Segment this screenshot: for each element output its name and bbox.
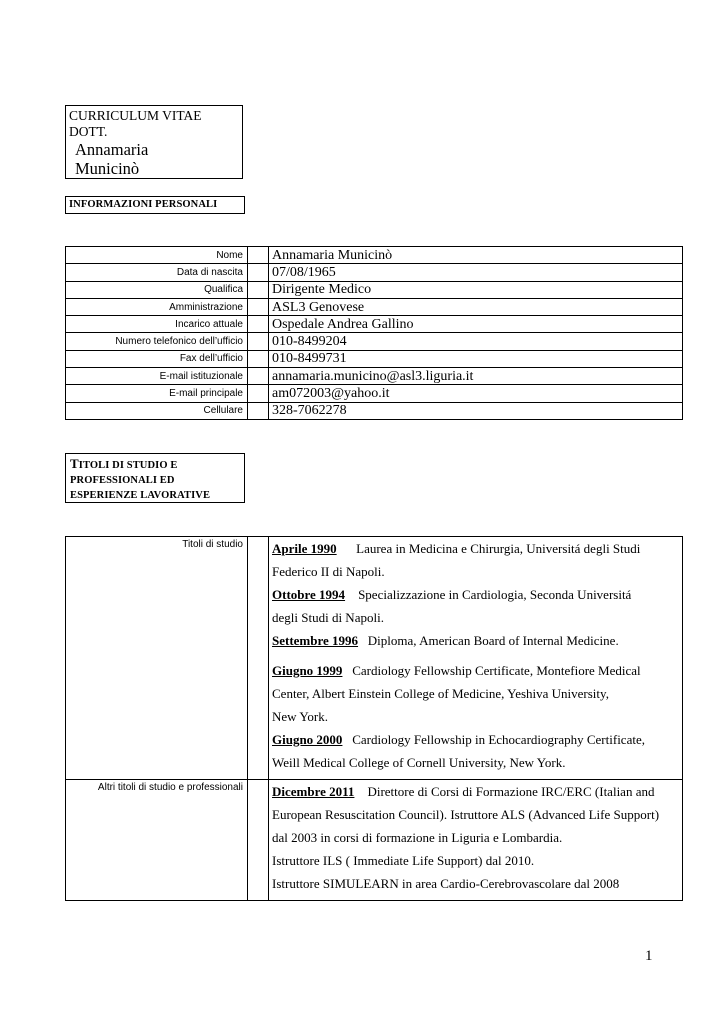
entry-text: degli Studi di Napoli.: [272, 610, 384, 625]
entry-text: Weill Medical College of Cornell University, New York.: [272, 755, 566, 770]
section-titoli-line3: ESPERIENZE LAVORATIVE: [70, 490, 211, 501]
field-value: am072003@yahoo.it: [269, 385, 683, 402]
titoli-entry: [272, 728, 678, 751]
entry-text: European Resuscitation Council). Istruttore ALS (Advanced Life Support): [272, 807, 660, 822]
cv-title-prefix: DOTT.: [69, 124, 108, 139]
entry-text: Diploma, American Board of Internal Medicine.: [367, 633, 619, 648]
field-value: Dirigente Medico: [269, 281, 683, 298]
personal-info-row: [66, 264, 683, 281]
titoli-entry: [272, 583, 678, 606]
entry-text: Federico II di Napoli.: [272, 564, 385, 579]
altri-entry: [272, 780, 678, 803]
section-titoli-line1: ITOLI DI STUDIO E: [78, 460, 178, 471]
entry-text: New York.: [272, 709, 328, 724]
personal-info-row: [66, 281, 683, 298]
titoli-row: [66, 537, 683, 780]
altri-label: Altri titoli di studio e professionali: [66, 780, 248, 901]
entry-date: Dicembre 2011: [272, 784, 355, 799]
entry-text: dal 2003 in corsi di formazione in Liguria e Lombardia.: [272, 830, 563, 845]
titoli-entry: [272, 537, 678, 560]
titoli-entry: [272, 629, 678, 652]
titoli-label: Titoli di studio: [66, 537, 248, 780]
personal-info-row: [66, 247, 683, 264]
personal-info-row: [66, 385, 683, 402]
cv-last-name: Municinò: [75, 159, 140, 178]
field-value: Annamaria Municinò: [269, 247, 683, 264]
section-personal-info: INFORMAZIONI PERSONALI: [65, 196, 245, 214]
titoli-content: [269, 537, 683, 780]
altri-content: [269, 780, 683, 901]
titoli-entry: [272, 659, 678, 682]
entry-text: Laurea in Medicina e Chirurgia, Universitá degli Studi: [356, 541, 641, 556]
field-value: annamaria.municino@asl3.liguria.it: [269, 368, 683, 385]
personal-info-row: [66, 298, 683, 315]
field-label: E-mail principale: [66, 385, 248, 402]
field-label: Cellulare: [66, 402, 248, 419]
cv-first-name: Annamaria: [75, 140, 149, 159]
field-label: Incarico attuale: [66, 316, 248, 333]
entry-date: Ottobre 1994: [272, 587, 346, 602]
field-label: Data di nascita: [66, 264, 248, 281]
field-label: Amministrazione: [66, 298, 248, 315]
field-value: ASL3 Genovese: [269, 298, 683, 315]
personal-info-row: [66, 316, 683, 333]
entry-text: Cardiology Fellowship Certificate, Montefiore Medical: [352, 663, 641, 678]
field-label: E-mail istituzionale: [66, 368, 248, 385]
field-value: 010-8499204: [269, 333, 683, 350]
entry-text: Istruttore ILS ( Immediate Life Support) dal 2010.: [272, 853, 535, 868]
section-titoli-initial: T: [70, 456, 79, 471]
personal-info-row: [66, 368, 683, 385]
field-label: Fax dell’ufficio: [66, 350, 248, 367]
personal-info-table: [65, 246, 683, 420]
education-table: [65, 536, 683, 901]
field-label: Nome: [66, 247, 248, 264]
field-label: Numero telefonico dell’ufficio: [66, 333, 248, 350]
entry-date: Aprile 1990: [272, 541, 337, 556]
entry-text: Specializzazione in Cardiologia, Seconda Universitá: [358, 587, 632, 602]
field-value: 010-8499731: [269, 350, 683, 367]
personal-info-row: [66, 333, 683, 350]
field-value: 07/08/1965: [269, 264, 683, 281]
personal-info-row: [66, 350, 683, 367]
entry-text: Cardiology Fellowship in Echocardiography Certificate,: [352, 732, 645, 747]
entry-text: Direttore di Corsi di Formazione IRC/ERC (Italian and: [367, 784, 655, 799]
page-number: 1: [645, 948, 653, 964]
entry-date: Giugno 1999: [272, 663, 343, 678]
section-titoli-line2: PROFESSIONALI ED: [70, 475, 175, 486]
personal-info-row: [66, 402, 683, 419]
entry-text: Center, Albert Einstein College of Medicine, Yeshiva University,: [272, 686, 609, 701]
cv-title-line: CURRICULUM VITAE: [69, 108, 202, 123]
altri-row: [66, 780, 683, 901]
cv-title-box: [65, 105, 243, 179]
field-value: 328-7062278: [269, 402, 683, 419]
entry-date: Settembre 1996: [272, 633, 359, 648]
section-titoli: [65, 453, 245, 503]
entry-text: Istruttore SIMULEARN in area Cardio-Cerebrovascolare dal 2008: [272, 876, 620, 891]
field-value: Ospedale Andrea Gallino: [269, 316, 683, 333]
field-label: Qualifica: [66, 281, 248, 298]
entry-date: Giugno 2000: [272, 732, 343, 747]
